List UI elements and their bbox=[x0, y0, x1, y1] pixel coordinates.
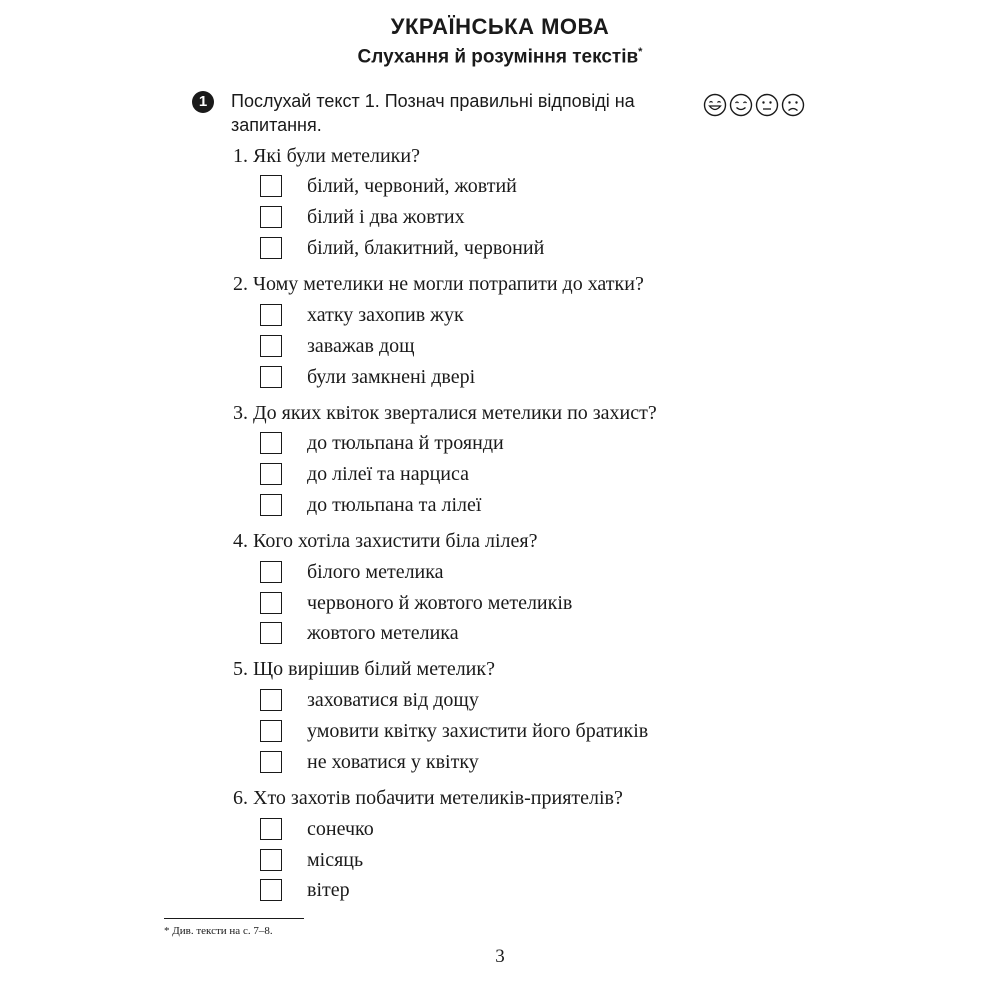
answer-text: умовити квітку захистити його братиків bbox=[307, 720, 649, 742]
answer-checkbox[interactable] bbox=[260, 622, 282, 644]
answer-checkbox[interactable] bbox=[260, 592, 282, 614]
subtitle-text: Слухання й розуміння текстів bbox=[357, 46, 639, 68]
answer-text: не ховатися у квітку bbox=[307, 751, 479, 773]
answer-text: білий, червоний, жовтий bbox=[307, 175, 517, 197]
answer-checkbox[interactable] bbox=[260, 849, 282, 871]
answer-text: білий і два жовтих bbox=[307, 206, 465, 228]
happy-face-icon[interactable] bbox=[729, 93, 753, 117]
answer-checkbox[interactable] bbox=[260, 879, 282, 901]
answer-text: заважав дощ bbox=[307, 335, 415, 357]
footnote-marker: * bbox=[638, 46, 643, 58]
neutral-face-icon[interactable] bbox=[755, 93, 779, 117]
answer-text: заховатися від дощу bbox=[307, 689, 479, 711]
self-assessment-faces bbox=[703, 93, 805, 117]
answer-text: до лілеї та нарциса bbox=[307, 463, 469, 485]
answer-text: хатку захопив жук bbox=[307, 304, 464, 326]
answer-text: місяць bbox=[307, 849, 364, 871]
answer-text: до тюльпана й троянди bbox=[307, 432, 504, 454]
answer-text: сонечко bbox=[307, 818, 374, 840]
question-1: 1. Які були метелики? bbox=[233, 145, 420, 167]
task-instruction: Послухай текст 1. Познач правильні відповіді на запитання. bbox=[231, 91, 635, 135]
sad-face-icon[interactable] bbox=[781, 93, 805, 117]
question-2: 2. Чому метелики не могли потрапити до хатки? bbox=[233, 273, 644, 295]
answer-checkbox[interactable] bbox=[260, 366, 282, 388]
answer-checkbox[interactable] bbox=[260, 463, 282, 485]
section-subtitle bbox=[0, 46, 1000, 68]
answer-checkbox[interactable] bbox=[260, 561, 282, 583]
answer-text: білого метелика bbox=[307, 561, 444, 583]
answer-text: жовтого метелика bbox=[307, 622, 459, 644]
answer-checkbox[interactable] bbox=[260, 720, 282, 742]
answer-text: білий, блакитний, червоний bbox=[307, 237, 545, 259]
footnote-divider bbox=[164, 918, 304, 919]
answer-text: вітер bbox=[307, 879, 350, 901]
task-number-badge: 1 bbox=[192, 91, 214, 113]
answer-checkbox[interactable] bbox=[260, 335, 282, 357]
answer-checkbox[interactable] bbox=[260, 237, 282, 259]
answer-text: були замкнені двері bbox=[307, 366, 476, 388]
answer-checkbox[interactable] bbox=[260, 175, 282, 197]
question-5: 5. Що вирішив білий метелик? bbox=[233, 658, 495, 680]
answer-checkbox[interactable] bbox=[260, 818, 282, 840]
answer-checkbox[interactable] bbox=[260, 689, 282, 711]
question-3: 3. До яких квіток зверталися метелики по захист? bbox=[233, 402, 657, 424]
answer-checkbox[interactable] bbox=[260, 304, 282, 326]
answer-text: до тюльпана та лілеї bbox=[307, 494, 482, 516]
answer-checkbox[interactable] bbox=[260, 751, 282, 773]
question-6: 6. Хто захотів побачити метеликів-приятелів? bbox=[233, 787, 623, 809]
answer-text: червоного й жовтого метеликів bbox=[307, 592, 573, 614]
answer-checkbox[interactable] bbox=[260, 206, 282, 228]
answer-checkbox[interactable] bbox=[260, 432, 282, 454]
page-number: 3 bbox=[495, 946, 505, 967]
question-4: 4. Кого хотіла захистити біла лілея? bbox=[233, 530, 538, 552]
page-title: УКРАЇНСЬКА МОВА bbox=[390, 14, 610, 39]
very-happy-face-icon[interactable] bbox=[703, 93, 727, 117]
answer-checkbox[interactable] bbox=[260, 494, 282, 516]
footnote: * Див. тексти на с. 7–8. bbox=[164, 925, 273, 937]
